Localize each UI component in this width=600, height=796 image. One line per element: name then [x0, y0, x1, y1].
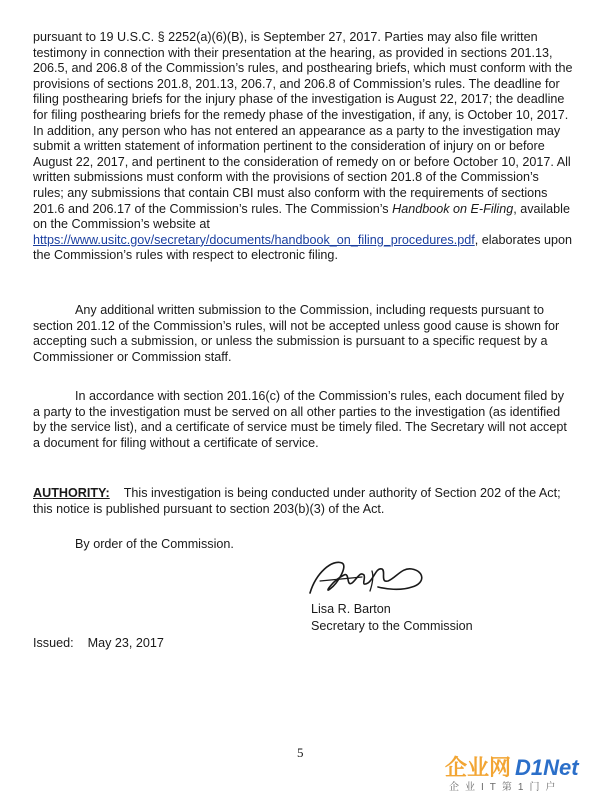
paragraph-filing-deadlines [33, 30, 573, 264]
handbook-title: Handbook on E-Filing [392, 201, 514, 216]
issued-label: Issued: [33, 636, 74, 650]
watermark-brand-b: D1Net [515, 755, 579, 780]
paragraph1-text-c: , elaborates upon the Commission’s rules with respect to electronic filing. [33, 232, 573, 263]
issued-date: May 23, 2017 [87, 636, 164, 650]
page-number: 5 [297, 745, 304, 760]
paragraph-authority [33, 486, 573, 517]
watermark-brand-a: 企业网 [445, 755, 512, 780]
authority-label: AUTHORITY: [33, 486, 110, 500]
watermark-logo [445, 751, 595, 793]
authority-text: This investigation is being conducted under authority of Section 202 of the Act; this notice is published pursuant to section 203(b)(3) of the Act. [33, 486, 561, 516]
handbook-link[interactable]: https://www.usitc.gov/secretary/documents/handbook_on_filing_procedures.pdf [33, 232, 475, 247]
watermark-tagline: 企业IT第1门户 [449, 782, 562, 793]
signer-title: Secretary to the Commission [311, 618, 473, 633]
paragraph-service: In accordance with section 201.16(c) of the Commission’s rules, each document filed by a party to the investigation must be served on all other parties to the investigation (as identified by the service list), and a certificate of service must be timely filed. The Secretary will not accept a document for filing without a certificate of service. [33, 389, 567, 450]
signer-block [311, 601, 473, 634]
order-line: By order of the Commission. [75, 537, 234, 551]
issued-line [33, 636, 164, 650]
paragraph-additional-submissions: Any additional written submission to the Commission, including requests pursuant to section 201.12 of the Commission’s rules, will not be accepted unless good cause is shown for accepting such a submission, or unless the submission is pursuant to a specific request by a Commissioner or Commission staff. [33, 303, 560, 364]
signer-name: Lisa R. Barton [311, 602, 391, 616]
signature-image [302, 553, 432, 601]
paragraph1-text-b: , available on the Commission’s website at [33, 201, 570, 232]
paragraph1-text-a: pursuant to 19 U.S.C. § 2252(a)(6)(B), is September 27, 2017. Parties may also file written testimony in connection with their presentation at the hearing, as provided in sections 201.13, 206.5, and 206.8 of the Commission’s rules, and posthearing briefs, which must conform with the provisions of sections 201.8, 201.13, 206.7, and 206.8 of Commission’s rules. The deadline for filing posthearing briefs for the injury phase of the investigation is August 22, 2017; the deadline for filing posthearing briefs for the remedy phase of the investigation, if any, is October 10, 2017. In addition, any person who has not entered an appearance as a party to the investigation may submit a written statement of information pertinent to the consideration of injury on or before August 22, 2017, and pertinent to the consideration of remedy on or before October 10, 2017. All written submissions must conform with the provisions of section 201.8 of the Commission’s rules; any submissions that contain CBI must also conform with the requirements of sections 201.6 and 206.17 of the Commission’s rules. The Commission’s [33, 30, 573, 216]
